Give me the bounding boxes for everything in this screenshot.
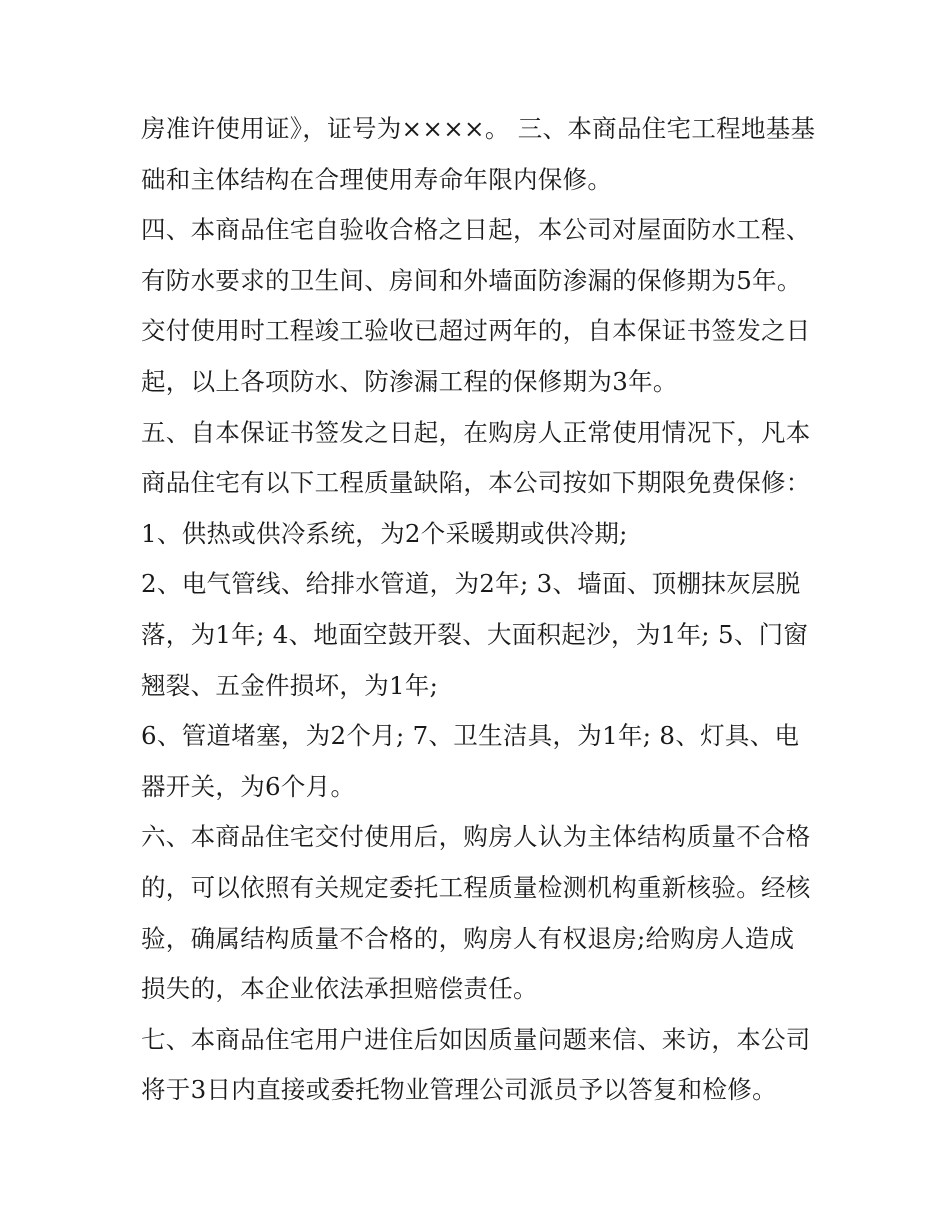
text-line: 落，为1年; 4、地面空鼓开裂、大面积起沙，为1年; 5、门窗 [141,619,809,649]
text-line: 2、电气管线、给排水管道，为2年; 3、墙面、顶棚抹灰层脱 [141,569,801,599]
text-line: 商品住宅有以下工程质量缺陷，本公司按如下期限免费保修： [141,468,811,498]
text-line: 七、本商品住宅用户进住后如因质量问题来信、来访，本公司 [141,1024,811,1054]
text-line: 6、管道堵塞，为2个月; 7、卫生洁具，为1年; 8、灯具、电 [141,721,800,751]
text-line: 验，确属结构质量不合格的，购房人有权退房;给购房人造成 [141,923,795,953]
text-line: 五、自本保证书签发之日起，在购房人正常使用情况下，凡本 [141,417,811,447]
text-line: 1、供热或供冷系统，为2个采暖期或供冷期; [141,518,628,548]
text-line: 起，以上各项防水、防渗漏工程的保修期为3年。 [141,366,678,396]
text-line: 的，可以依照有关规定委托工程质量检测机构重新核验。经核 [141,872,811,902]
text-line: 础和主体结构在合理使用寿命年限内保修。 [141,164,613,194]
document-body [141,104,831,1116]
text-line: 六、本商品住宅交付使用后，购房人认为主体结构质量不合格 [141,822,811,852]
text-line: 翘裂、五金件损坏，为1年; [141,670,439,700]
text-line: 有防水要求的卫生间、房间和外墙面防渗漏的保修期为5年。 [141,265,802,295]
text-line: 器开关，为6个月。 [141,771,356,801]
text-line: 房准许使用证》，证号为××××。 三、本商品住宅工程地基基 [141,114,816,143]
text-line: 交付使用时工程竣工验收已超过两年的，自本保证书签发之日 [141,316,811,346]
text-line: 损失的，本企业依法承担赔偿责任。 [141,974,538,1004]
text-line: 将于3日内直接或委托物业管理公司派员予以答复和检修。 [141,1075,777,1105]
text-line: 四、本商品住宅自验收合格之日起，本公司对屋面防水工程、 [141,215,811,245]
